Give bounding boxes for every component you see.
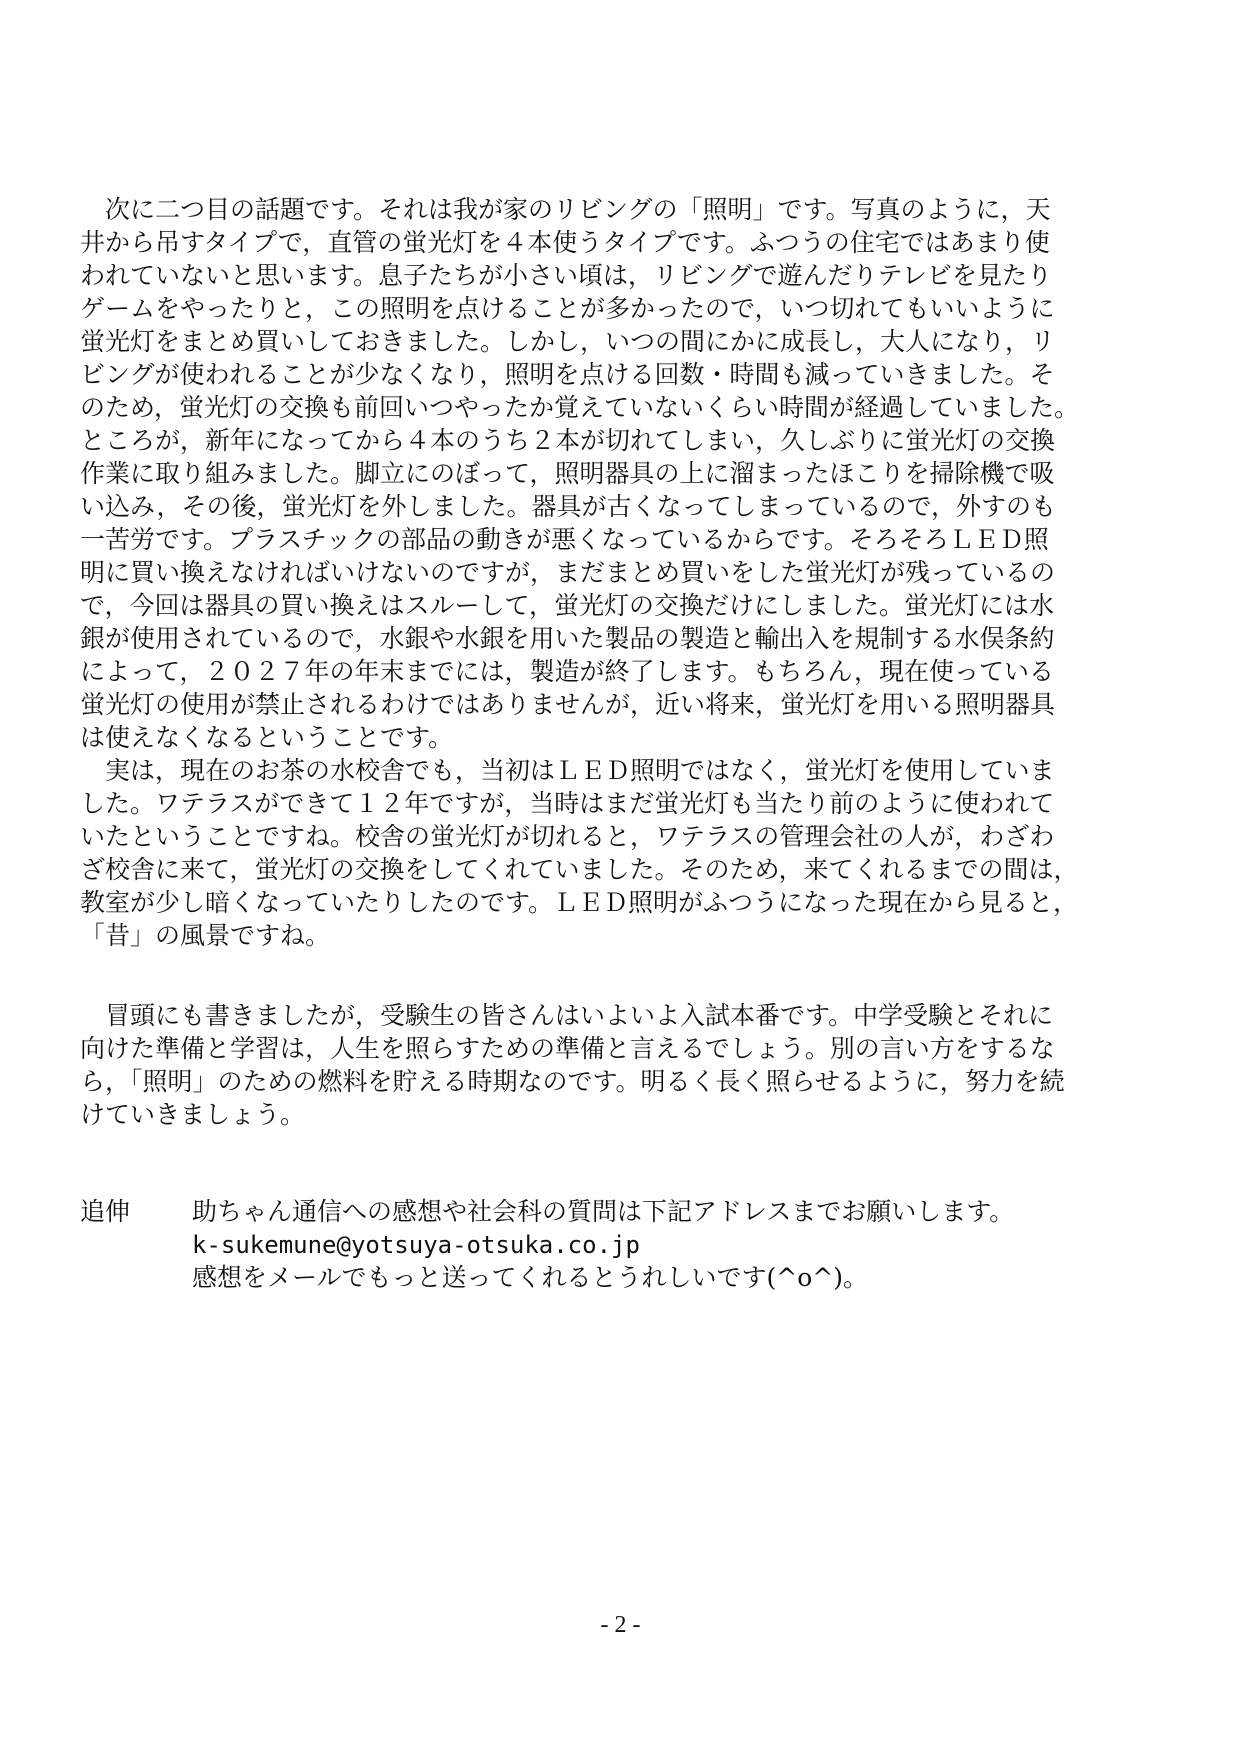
text-line: のため，蛍光灯の交換も前回いつやったか覚えていないくらい時間が経過していました。: [80, 393, 1080, 422]
text-line: けていきましょう。: [80, 1100, 306, 1129]
text-line: した。ワテラスができて１２年ですが，当時はまだ蛍光灯も当たり前のように使われて: [80, 789, 1055, 818]
text-line: 実は，現在のお茶の水校舎でも，当初はＬＥＤ照明ではなく，蛍光灯を使用していま: [80, 756, 1055, 785]
text-line: ざ校舎に来て，蛍光灯の交換をしてくれていました。そのため，来てくれるまでの間は，: [80, 855, 1079, 884]
text-line: 蛍光灯をまとめ買いしておきました。しかし，いつの間にかに成長し，大人になり，リ: [80, 327, 1056, 356]
text-line: 一苦労です。プラスチックの部品の動きが悪くなっているからです。そろそろＬＥＤ照: [80, 525, 1049, 554]
postscript-label: 追伸: [80, 1197, 131, 1226]
text-line: いたということですね。校舎の蛍光灯が切れると，ワテラスの管理会社の人が，わざわ: [80, 822, 1055, 851]
text-line: 冒頭にも書きましたが，受験生の皆さんはいよいよ入試本番です。中学受験とそれに: [80, 1001, 1054, 1030]
page-number: - 2 -: [600, 1612, 641, 1638]
postscript-closing: 感想をメールでもっと送ってくれるとうれしいです(^o^)。: [192, 1263, 868, 1292]
text-line: 作業に取り組みました。脚立にのぼって，照明器具の上に溜まったほこりを掃除機で吸: [80, 459, 1055, 488]
email-address[interactable]: k-sukemune@yotsuya-otsuka.co.jp: [192, 1231, 640, 1259]
text-line: は使えなくなるということです。: [80, 723, 454, 752]
text-line: われていないと思います。息子たちが小さい頃は，リビングで遊んだりテレビを見たり: [80, 261, 1053, 290]
text-line: で，今回は器具の買い換えはスルーして，蛍光灯の交換だけにしました。蛍光灯には水: [80, 591, 1055, 620]
text-line: ゲームをやったりと，この照明を点けることが多かったので，いつ切れてもいいように: [80, 294, 1055, 323]
text-line: 次に二つ目の話題です。それは我が家のリビングの「照明」です。写真のように，天: [80, 195, 1051, 224]
text-line: ビングが使われることが少なくなり，照明を点ける回数・時間も減っていきました。そ: [80, 360, 1055, 389]
text-line: 井から吊すタイプで，直管の蛍光灯を４本使うタイプです。ふつうの住宅ではあまり使: [80, 228, 1050, 257]
text-line: 教室が少し暗くなっていたりしたのです。ＬＥＤ照明がふつうになった現在から見ると，: [80, 888, 1079, 917]
text-line: 蛍光灯の使用が禁止されるわけではありませんが，近い将来，蛍光灯を用いる照明器具: [80, 690, 1056, 719]
text-line: ら，「照明」のための燃料を貯える時期なのです。明るく長く照らせるように，努力を続: [80, 1067, 1065, 1096]
text-line: 向けた準備と学習は，人生を照らすための準備と言えるでしょう。別の言い方をするな: [80, 1034, 1055, 1063]
text-line: 明に買い換えなければいけないのですが，まだまとめ買いをした蛍光灯が残っているの: [80, 558, 1056, 587]
text-line: 「昔」の風景ですね。: [80, 921, 331, 950]
text-line: い込み，その後，蛍光灯を外しました。器具が古くなってしまっているので，外すのも: [80, 492, 1057, 521]
text-line: ところが，新年になってから４本のうち２本が切れてしまい，久しぶりに蛍光灯の交換: [80, 426, 1056, 455]
text-line: によって，２０２７年の年末までには，製造が終了します。もちろん，現在使っている: [80, 657, 1055, 686]
text-line: 銀が使用されているので，水銀や水銀を用いた製品の製造と輸出入を規制する水俣条約: [80, 624, 1055, 653]
postscript-message: 助ちゃん通信への感想や社会科の質問は下記アドレスまでお願いします。: [192, 1197, 1015, 1226]
